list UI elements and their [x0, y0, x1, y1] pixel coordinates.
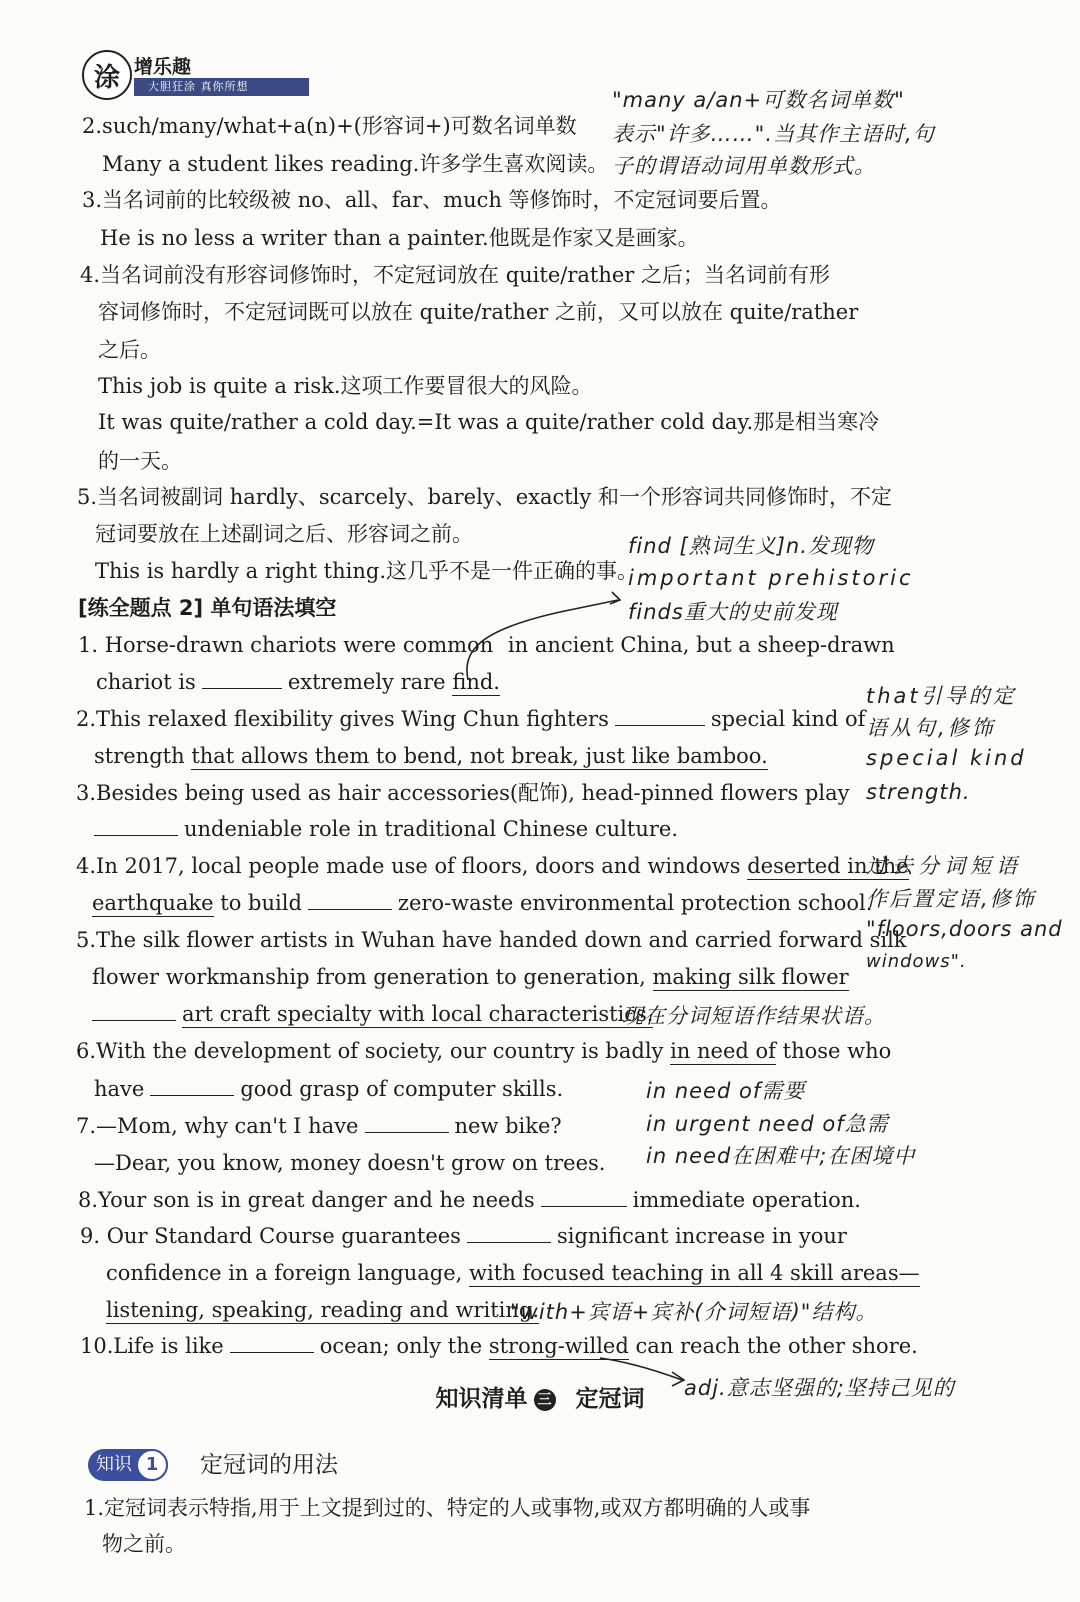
q6-text-e: good grasp of computer skills. [240, 1077, 564, 1101]
note-find: find [熟词生义]n.发现物 [628, 534, 874, 558]
note-that-clause-4: strength. [866, 780, 971, 804]
rule-4-line1: 4.当名词前没有形容词修饰时，不定冠词放在 quite/rather 之后；当名词前有形 [80, 263, 830, 287]
arrow-find [467, 600, 618, 680]
rule-4-example2-cont: 的一天。 [98, 449, 182, 473]
q8-text-b: immediate operation. [632, 1188, 861, 1212]
knowledge-badge-label: 知识 [96, 1454, 132, 1475]
q6-text-d: have [94, 1077, 145, 1101]
note-past-participle-2: 作后置定语,修饰 [866, 887, 1036, 911]
rule-2-title: 2.such/many/what+a(n)+(形容词+)可数名词单数 [82, 114, 577, 138]
logo-mark: 涂 [82, 50, 132, 100]
logo-slogan: 大胆狂涂 真你所想 [134, 78, 309, 96]
note-strong-willed: adj.意志坚强的;坚持己见的 [684, 1376, 955, 1400]
note-that-clause-3: special kind [866, 746, 1027, 770]
rule-5-example: This is hardly a right thing.这几乎不是一件正确的事。 [95, 559, 639, 583]
q1-text-a: 1. Horse-drawn chariots were common [78, 633, 494, 657]
section-number-badge: 三 [534, 1389, 556, 1411]
logo-title: 增乐趣 [134, 56, 192, 78]
q4-text-e: zero-waste environmental protection school. [397, 891, 873, 915]
rule-3-title: 3.当名词前的比较级被 no、all、far、much 等修饰时，不定冠词要后置。 [82, 188, 782, 212]
knowledge-point-1: 1.定冠词表示特指,用于上文提到过的、特定的人或事物,或双方都明确的人或事 [84, 1496, 811, 1520]
question-5-line1: 5.The silk flower artists in Wuhan have handed down and carried forward silk [76, 928, 907, 952]
q10-text-d: can reach the other shore. [635, 1334, 918, 1358]
q9-underlined-b: listening, speaking, reading and writing. [106, 1298, 540, 1322]
note-that-clause: that引导的定 [866, 684, 1017, 708]
q8-text-a: 8.Your son is in great danger and he needs [78, 1188, 535, 1212]
q2-underlined-clause: that allows them to bend, not break, just like bamboo. [191, 744, 768, 768]
section-title-a: 知识清单 [435, 1386, 528, 1412]
q1-underlined-find: find. [452, 670, 500, 694]
q4-underlined-b: earthquake [92, 891, 214, 915]
q1-text-c: chariot is [96, 670, 196, 694]
q10-text-a: 10.Life is like [80, 1334, 224, 1358]
question-7-line2: —Dear, you know, money doesn't grow on trees. [94, 1151, 606, 1175]
knowledge-badge-number: 1 [136, 1449, 168, 1481]
q1-text-b: in ancient China, but a sheep-drawn [507, 633, 895, 657]
q5-underlined-b: art craft specialty with local characteristics. [182, 1002, 654, 1026]
q9-text-c: confidence in a foreign language, [106, 1261, 463, 1285]
q10-text-b: ocean; only the [319, 1334, 483, 1358]
q2-text-a: 2.This relaxed flexibility gives Wing Chun fighters [76, 707, 609, 731]
q5-text-b: flower workmanship from generation to generation, [92, 965, 646, 989]
note-that-clause-2: 语从句,修饰 [866, 716, 996, 740]
rule-5-line2: 冠词要放在上述副词之后、形容词之前。 [95, 522, 473, 546]
q9-text-a: 9. Our Standard Course guarantees [80, 1224, 461, 1248]
section-title [0, 1380, 1080, 1413]
note-present-participle: 现在分词短语作结果状语。 [622, 1004, 886, 1028]
note-many-a-3: 子的谓语动词用单数形式。 [612, 154, 876, 178]
q9-text-b: significant increase in your [556, 1224, 847, 1248]
q10-underlined: strong-willed [488, 1334, 629, 1358]
q4-text-d: to build [220, 891, 302, 915]
note-past-participle-3: "floors,doors and [866, 917, 1063, 941]
section-title-b: 定冠词 [575, 1386, 645, 1412]
note-in-need: in need在困难中;在困境中 [646, 1144, 916, 1168]
rule-4-example2: It was quite/rather a cold day.=It was a quite/rather cold day.那是相当寒冷 [98, 410, 880, 434]
q7-text-b: new bike? [454, 1114, 562, 1138]
q2-text-b: special kind of [710, 707, 866, 731]
arrow-strong-willed [600, 1358, 682, 1380]
rule-4-example1: This job is quite a risk.这项工作要冒很大的风险。 [98, 374, 593, 398]
q4-text-a: 4.In 2017, local people made use of floors, doors and windows [76, 854, 741, 878]
note-many-a-2: 表示"许多……".当其作主语时,句 [612, 122, 935, 146]
rule-5-line1: 5.当名词被副词 hardly、scarcely、barely、exactly 和一个形容词共同修饰时，不定 [77, 485, 892, 509]
q1-text-d: extremely rare [287, 670, 446, 694]
rule-3-example: He is no less a writer than a painter.他既是作家又是画家。 [100, 226, 699, 250]
q7-text-a: 7.—Mom, why can't I have [76, 1114, 359, 1138]
note-finds: finds重大的史前发现 [628, 600, 838, 624]
q5-underlined-a: making silk flower [652, 965, 849, 989]
arrow-find-head [610, 592, 620, 604]
q6-underlined: in need of [670, 1039, 776, 1063]
knowledge-point-1-cont: 物之前。 [102, 1532, 186, 1556]
practice-heading: [练全题点 2] 单句语法填空 [78, 596, 337, 620]
q9-underlined-a: with focused teaching in all 4 skill areas— [469, 1261, 920, 1285]
note-many-a: "many a/an+可数名词单数" [612, 88, 905, 112]
rule-2-example: Many a student likes reading.许多学生喜欢阅读。 [102, 152, 609, 176]
note-with-structure: "with+宾语+宾补(介词短语)"结构。 [510, 1300, 878, 1324]
rule-4-line3: 之后。 [98, 338, 161, 362]
rule-4-line2: 容词修饰时，不定冠词既可以放在 quite/rather 之前，又可以放在 quite/rather [98, 300, 859, 324]
note-past-participle: 过去分词短语 [866, 854, 1022, 878]
note-in-urgent-need: in urgent need of急需 [646, 1112, 889, 1136]
q6-text-a: 6.With the development of society, our country is badly [76, 1039, 664, 1063]
note-past-participle-4: windows". [866, 951, 967, 972]
q2-text-c: strength [94, 744, 185, 768]
q6-text-c: those who [782, 1039, 892, 1063]
note-prehistoric: important prehistoric [628, 566, 914, 590]
note-in-need-of: in need of需要 [646, 1079, 806, 1103]
q3-text-b: undeniable role in traditional Chinese culture. [184, 817, 679, 841]
knowledge-badge [88, 1449, 168, 1481]
knowledge-title: 定冠词的用法 [200, 1452, 338, 1478]
q4-underlined-a: deserted in the [747, 854, 909, 878]
question-3-line1: 3.Besides being used as hair accessories(配饰), head-pinned flowers play [76, 781, 850, 805]
